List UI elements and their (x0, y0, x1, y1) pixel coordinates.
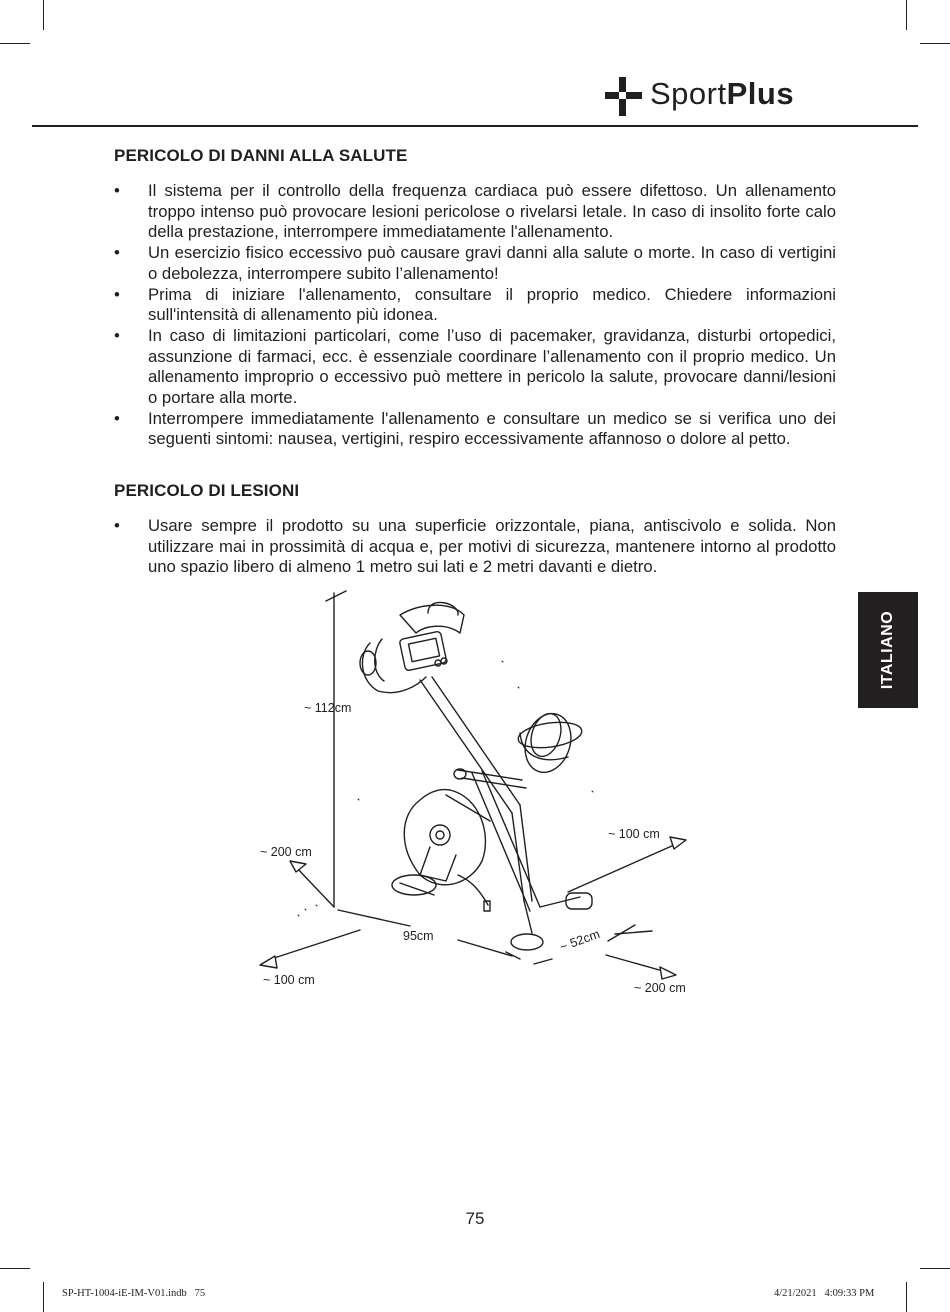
crop-mark-top-right-v (906, 0, 907, 30)
floor-speckles (298, 661, 593, 916)
crop-mark-top-left-h (0, 43, 30, 44)
bike-frame (392, 677, 592, 950)
space-requirements-figure (250, 585, 700, 1005)
list-item: • Il sistema per il controllo della frequenza cardiaca può essere difettoso. Un allenamento troppo intenso può provocare lesioni pericolose o rivelarsi letale. In caso di insolito forte calo della prestazione, interrompere immediatamente l'allenamento. (114, 181, 836, 243)
brand-logo (604, 74, 840, 118)
dimension-right-bottom-label: ~ 200 cm (634, 981, 686, 995)
dimension-height-label: ~ 112cm (304, 701, 352, 715)
dimension-right-top-label: ~ 100 cm (608, 827, 660, 841)
list-item: • Usare sempre il prodotto su una superficie orizzontale, piana, antiscivolo e solida. Non utilizzare mai in prossimità di acqua e, per motivi di sicurezza, mantenere intorno al prodotto uno spazio libero di almeno 1 metro sui lati e 2 metri davanti e dietro. (114, 516, 836, 578)
language-tab (858, 592, 918, 708)
bullet-list-health (114, 181, 836, 450)
crop-mark-bottom-right-v (906, 1282, 907, 1312)
list-item: • Un esercizio fisico eccessivo può causare gravi danni alla salute o morte. In caso di vertigini o debolezza, interrompere subito l’allenamento! (114, 243, 836, 284)
dimension-lines (260, 591, 686, 979)
section-title-injury: PERICOLO DI LESIONI (114, 481, 300, 500)
list-item: • In caso di limitazioni particolari, come l’uso di pacemaker, gravidanza, disturbi ortopedici, assunzione di farmaci, ecc. è essenziale coordinare l’allenamento con il proprio medico. Un allenamento improprio o eccessivo può mettere in pericolo la salute, provocare danni/lesioni o portare alla morte. (114, 326, 836, 409)
list-item: • Prima di iniziare l'allenamento, consultare il proprio medico. Chiedere informazioni sull'intensità di allenamento più idonea. (114, 285, 836, 326)
exercise-bike-illustration (250, 585, 700, 1005)
bullet-list-injury (114, 516, 836, 578)
brand-name-bold: Plus (726, 76, 795, 111)
brand-name-light: Sport (650, 76, 727, 111)
header-divider (32, 125, 918, 127)
footer-file-info: SP-HT-1004-iE-IM-V01.indb 75 (62, 1288, 206, 1299)
crop-mark-bottom-right-h (920, 1268, 950, 1269)
dimension-left-top-label: ~ 200 cm (260, 845, 312, 859)
crop-mark-bottom-left-h (0, 1268, 30, 1269)
dimension-left-bottom-label: ~ 100 cm (263, 973, 315, 987)
crop-mark-bottom-left-v (43, 1282, 44, 1312)
list-item: • Interrompere immediatamente l'allenamento e consultare un medico se si verifica uno dei seguenti sintomi: nausea, vertigini, respiro eccessivamente affannoso o dolore al petto. (114, 409, 836, 450)
brand-name (650, 76, 794, 112)
language-tab-label: ITALIANO (879, 610, 896, 690)
handlebar-console (360, 602, 464, 692)
dimension-length-label: 95cm (403, 929, 434, 943)
cross-logo-icon (604, 74, 644, 118)
crop-mark-top-right-h (920, 43, 950, 44)
dimension-width-label: ~ 52cm (558, 926, 602, 955)
footer-timestamp: 4/21/2021 4:09:33 PM (774, 1288, 875, 1299)
flywheel-housing (404, 790, 490, 911)
crop-mark-top-left-v (43, 0, 44, 30)
section-title-health: PERICOLO DI DANNI ALLA SALUTE (114, 146, 408, 165)
page-number: 75 (465, 1209, 485, 1228)
